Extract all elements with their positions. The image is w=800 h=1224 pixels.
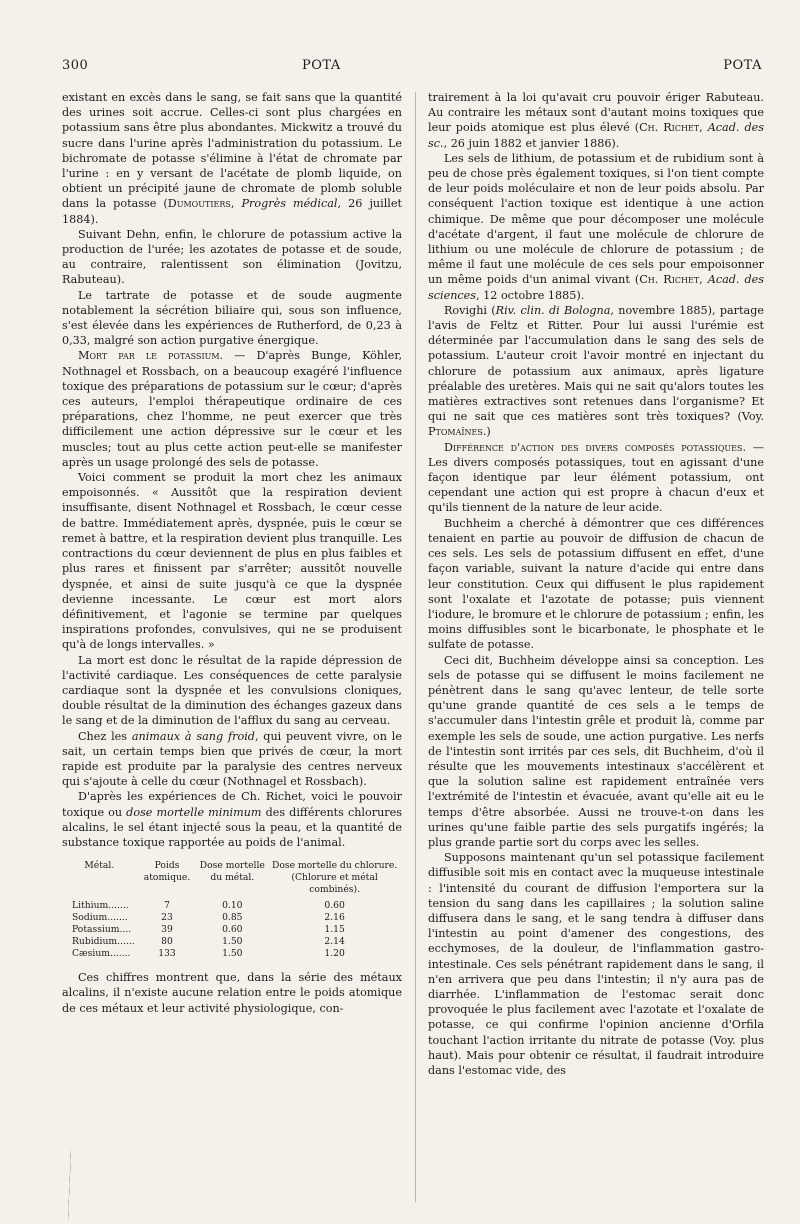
right-column [428,90,764,1078]
table-cell: 2.16 [324,912,345,924]
paragraph: Voici comment se produit la mort chez les animaux empoisonnés. « Aussitôt que la respiration devient insuffisante, disent Nothnagel et Rossbach, le cœur cesse de battre. Immédiatement après, dyspnée, puis le cœur se remet à battre, et la respiration devient plus tranquille. Les contractions du cœur deviennent de plus en plus faibles et plus rares et finissent par s'arrêter; aussitôt nouvelle dyspnée, et ainsi de suite jusqu'à ce que la dyspnée devienne incessante. Le cœur est mort alors définitivement, et l'agonie se termine par quelques inspirations profondes, convulsives, qui ne se produisent qu'à de longs intervalles. » [62,471,402,652]
paragraph: Ces chiffres montrent que, dans la série des métaux alcalins, il n'existe aucune relation entre le poids atomique de ces métaux et leur activité physiologique, con- [62,971,402,1015]
paragraph: Ceci dit, Buchheim développe ainsi sa conception. Les sels de potasse qui se diffusent le moins facilement ne pénètrent dans le sang qu'avec lenteur, de telle sorte qu'une grande quantité de ces sels a le temps de s'accumuler dans l'intestin grêle et produit là, comme par exemple les sels de soude, une action purgative. Les nerfs de l'intestin sont irrités par ces sels, dit Buchheim, d'où il résulte que les mouvements intestinaux s'accélèrent et que la solution saline est rapidement entraînée vers l'extrémité de l'intestin et évacuée, avant qu'elle ait eu le temps d'être absorbée. Aussi ne trouve-t-on dans les urines qu'une faible partie des sels purgatifs ingérés; la plus grande partie sort du corps avec les selles. [428,653,764,849]
table-cell: 0.60 [324,900,345,912]
table-cell: 0.60 [222,924,243,936]
table-cell: 23 [161,912,173,924]
table-cell: 80 [161,936,173,948]
cross-reference: Ptomaïnes [428,425,483,439]
table-cell: 2.14 [324,936,345,948]
citation-journal: Progrès médical [241,197,338,211]
table-cell: 1.15 [324,924,345,936]
table-header: Dose mortelle du métal. [199,860,265,884]
table-row [62,924,402,936]
table-cell: Rubidium...... [72,936,135,948]
page-number: 300 [62,58,89,73]
paragraph: Rovighi (Riv. clin. di Bologna, novembre 1885), partage l'avis de Feltz et Ritter. Pour lui aussi l'urémie est déterminée par l'accumulation dans le sang des sels de potassium. L'auteur croit l'avoir montré en injectant du chlorure de potassium aux animaux, après ligature préalable des uretères. Mais qui ne sait qu'alors toutes les matières extractives sont retenues dans l'organisme? Et qui ne sait que ces matières sont très toxiques? (Voy. Ptomaïnes.) [428,303,764,439]
left-column [62,90,402,1016]
table-row [62,900,402,912]
paragraph: Le tartrate de potasse et de soude augmente notablement la sécrétion biliaire qui, sous son influence, s'est élevée dans les expériences de Rutherford, de 0,23 à 0,33, malgré son action purgative énergique. [62,288,402,348]
table-cell: 0.10 [222,900,243,912]
table-header: Poids atomique. [143,860,191,884]
running-header [62,58,762,78]
paragraph: Les sels de lithium, de potassium et de rubidium sont à peu de chose près également toxiques, si l'on tient compte de leur poids moléculaire et non de leur poids absolu. Par conséquent l'action toxique est identique à une action chimique. De même que pour décomposer une molécule d'acétate d'argent, il faut une molécule de chlorure de lithium ou une molécule de chlorure de potassium ; de même il faut une molécule de ces sels pour empoisonner un même poids d'un animal vivant (Ch. Richet, Acad. des sciences, 12 octobre 1885). [428,151,764,302]
margin-pencil-mark [68,1150,71,1220]
table-header: Métal. [84,860,115,872]
table-cell: 39 [161,924,173,936]
table-row [62,936,402,948]
section-heading: Différence d'action des divers composés potassiques. [444,440,747,454]
paragraph: Buchheim a cherché à démontrer que ces différences tenaient en partie au pouvoir de diffusion de chacun de ces sels. Les sels de potassium diffusent en effet, d'une façon variable, suivant la nature d'acide qui entre dans leur constitution. Ceux qui diffusent le plus rapidement sont l'oxalate et l'azotate de potasse; puis viennent l'iodure, le bromure et le chlorure de potassium ; enfin, les moins diffusibles sont le bicarbonate, le phosphate et le sulfate de potasse. [428,516,764,652]
table-header-row [62,860,402,900]
table-cell: 0.85 [222,912,243,924]
table-cell: Cæsium....... [72,948,131,960]
table-cell: Sodium....... [72,912,128,924]
running-title-left: POTA [302,58,341,73]
running-title-right: POTA [723,58,762,73]
table-cell: 1.50 [222,948,243,960]
section-heading: Mort par le potassium. [78,349,224,363]
paragraph: D'après les expériences de Ch. Richet, voici le pouvoir toxique ou dose mortelle minimum des différents chlorures alcalins, le sel étant injecté sous la peau, et la quantité de substance toxique rapportée au poids de l'animal. [62,790,402,849]
toxicity-table [62,860,402,960]
column-divider [415,92,416,1202]
paragraph: Mort par le potassium. — D'après Bunge, Köhler, Nothnagel et Rossbach, on a beaucoup exagéré l'influence toxique des préparations de potassium sur le cœur; d'après ces auteurs, l'emploi thérapeutique ordinaire de ces préparations, chez l'homme, ne peut exercer que très difficilement une action dépressive sur le cœur et les muscles; tout au plus cette action peut-elle se manifester après un usage prolongé des sels de potasse. [62,349,402,469]
citation-author: Dumoutiers [167,197,231,211]
citation-journal: Acad. des sciences [428,273,764,302]
citation-journal: Acad. des sc. [428,121,764,150]
table-row [62,912,402,924]
table-cell: Potassium.... [72,924,132,936]
table-cell: 7 [164,900,170,912]
paragraph: trairement à la loi qu'avait cru pouvoir ériger Rabuteau. Au contraire les métaux sont d'autant moins toxiques que leur poids atomique est plus élevé (Ch. Richet, Acad. des sc., 26 juin 1882 et janvier 1886). [428,91,764,150]
table-cell: 1.50 [222,936,243,948]
table-cell: 133 [158,948,176,960]
paragraph: Suivant Dehn, enfin, le chlorure de potassium active la production de l'urée; les azotates de potasse et de soude, au contraire, ralentissent son élimination (Jovitzu, Rabuteau). [62,227,402,287]
table-row [62,948,402,960]
citation-author: Ch. Richet [639,273,700,287]
paragraph: Chez les animaux à sang froid, qui peuvent vivre, on le sait, un certain temps bien que privés de cœur, la mort rapide est produite par la paralysie des centres nerveux qui s'ajoute à celle du cœur (Nothnagel et Rossbach). [62,729,402,789]
paragraph: Supposons maintenant qu'un sel potassique facilement diffusible soit mis en contact avec la muqueuse intestinale : l'intensité du courant de diffusion l'emportera sur la tension du sang dans les capillaires ; la solution saline diffusera dans le sang, et le sang tendra à diffuser dans l'intestin au point d'amener des congestions, des ecchymoses, de la douleur, de l'inflammation gastro-intestinale. Ces sels pénétrant rapidement dans le sang, il n'en arrivera que peu dans l'intestin; il n'y aura pas de diarrhée. L'inflammation de l'estomac serait donc provoquée le plus facilement avec l'azotate et l'oxalate de potasse, ce qui confirme l'opinion ancienne d'Orfila touchant l'action irritante du nitrate de potasse (Voy. plus haut). Mais pour obtenir ce résultat, il faudrait introduire dans l'estomac vide, des [428,851,764,1077]
paragraph: Différence d'action des divers composés potassiques. — Les divers composés potassiques, tout en agissant d'une façon identique par leur élément potassium, ont cependant une action qui est propre à chacun d'eux et qu'ils tiennent de la nature de leur acide. [428,440,764,515]
table-cell: 1.20 [324,948,345,960]
table-cell: Lithium....... [72,900,129,912]
paragraph: La mort est donc le résultat de la rapide dépression de l'activité cardiaque. Les conséquences de cette paralysie cardiaque sont la dyspnée et les convulsions cloniques, double résultat de la diminution des échanges gazeux dans le sang et de la diminution de l'afflux du sang au cerveau. [62,653,402,728]
paragraph: existant en excès dans le sang, se fait sans que la quantité des urines soit accrue. Celles-ci sont plus chargées en potassium sans être plus abondantes. Mickwitz a trouvé du sucre dans l'urine après l'administration du potassium. Le bichromate de potasse s'élimine à l'état de chromate par l'urine : en y versant de l'acétate de plomb liquide, on obtient un précipité jaune de chromate de plomb soluble dans la potasse (Dumoutiers, Progrès médical, 26 juillet 1884). [62,91,402,226]
citation-author: Ch. Richet [639,121,700,135]
table-header: Dose mortelle du chlorure. (Chlorure et métal combinés). [271,860,398,896]
